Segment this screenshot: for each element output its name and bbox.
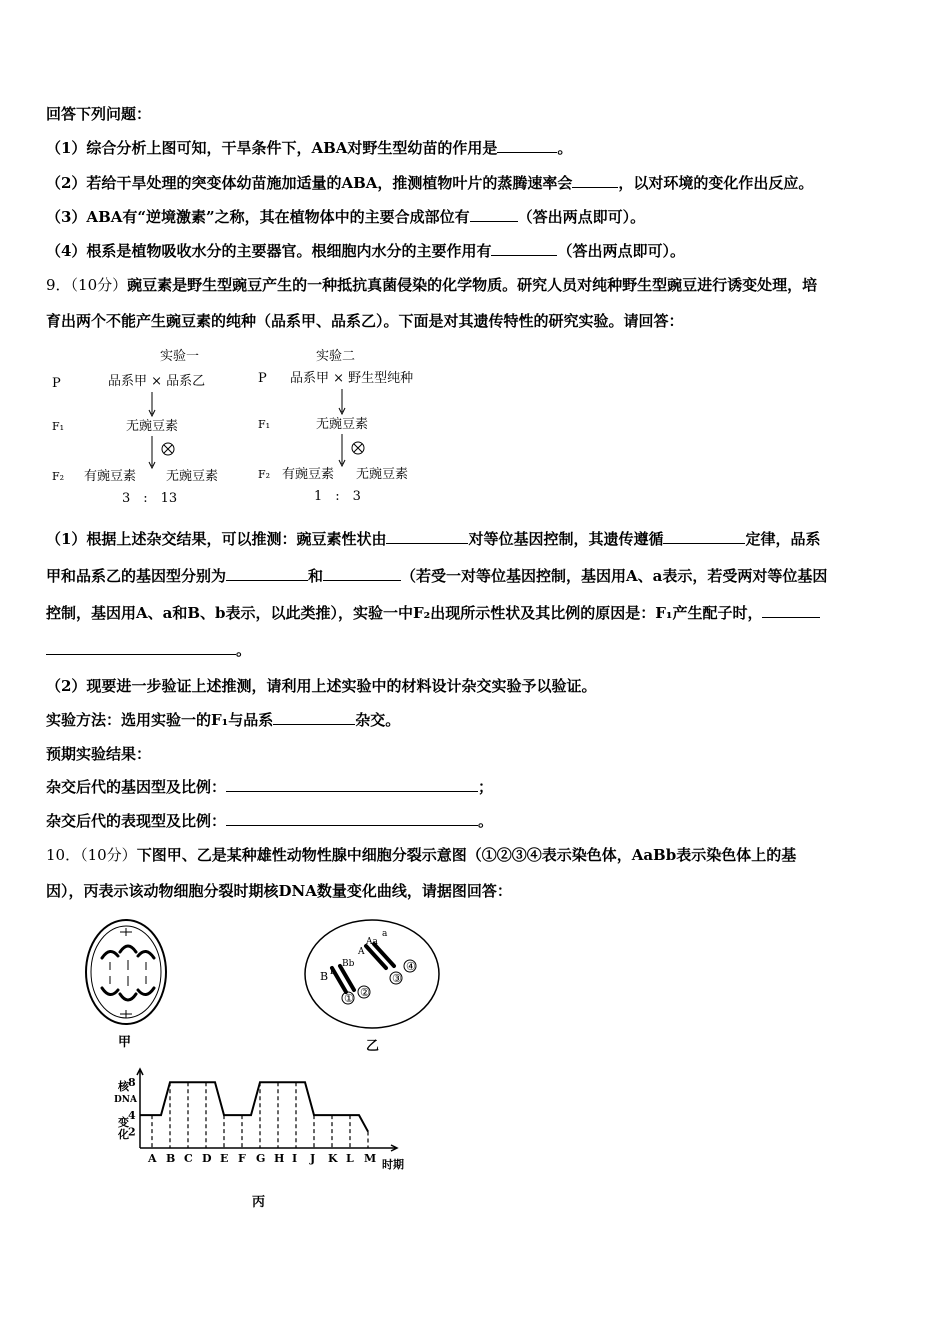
- dna-curve: [140, 1082, 368, 1131]
- q8-item-3: （3）ABA有“逆境激素”之称，其在植物体中的主要合成部位有 （答出两点即可）。: [46, 208, 646, 226]
- q9-part2: （2）现要进一步验证上述推测，请利用上述实验中的材料设计杂交实验予以验证。: [46, 677, 597, 695]
- chrom-4-label: ④: [406, 960, 416, 973]
- q8-item-1: （1）综合分析上图可知，干旱条件下，ABA对野生型幼苗的作用是 。: [46, 139, 573, 157]
- exp2-f2-no: 无豌豆素: [356, 467, 409, 482]
- q10-stem-2: 因），丙表示该动物细胞分裂时期核DNA数量变化曲线，请据图回答：: [46, 882, 512, 900]
- q9-genotype: 杂交后代的基因型及比例： ；: [46, 778, 494, 796]
- x-axis-label: 时期: [382, 1158, 404, 1171]
- gene-b: b: [330, 967, 336, 977]
- q9-method: 实验方法：选用实验一的F₁与品系 杂交。: [46, 711, 401, 729]
- exp1-ratio: 3 : 13: [122, 491, 178, 506]
- exp2-cross: 品系甲 × 野生型纯种: [290, 371, 414, 386]
- exp1-p: P: [52, 376, 61, 391]
- q9-part1-line4: 。: [46, 639, 251, 660]
- exp2-f1-result: 无豌豆素: [316, 417, 369, 432]
- x-tick-C: C: [184, 1152, 193, 1165]
- x-tick-D: D: [202, 1152, 212, 1165]
- figure-bing-dna-chart: [100, 1066, 420, 1216]
- x-tick-H: H: [274, 1152, 285, 1165]
- exp2-f1: F₁: [258, 418, 271, 431]
- exp2-f2: F₂: [258, 468, 271, 481]
- q9-phenotype: 杂交后代的表现型及比例： 。: [46, 812, 494, 830]
- fig-bing-label: 丙: [252, 1195, 266, 1210]
- gene-Bb: Bb: [342, 959, 355, 969]
- exp1-f2-no: 无豌豆素: [166, 469, 219, 484]
- q9-expect: 预期实验结果：: [46, 745, 152, 763]
- chrom-3-label: ③: [392, 972, 402, 985]
- y-label-3: 变: [118, 1116, 129, 1129]
- x-tick-B: B: [166, 1152, 176, 1165]
- gene-a: a: [382, 929, 388, 939]
- q8-item-2: （2）若给干旱处理的突变体幼苗施加适量的ABA，推测植物叶片的蒸腾速率会 ，以对环境的变化作出反应。: [46, 174, 814, 192]
- x-tick-F: F: [238, 1152, 246, 1165]
- exp1-f2: F₂: [52, 470, 65, 483]
- x-tick-E: E: [220, 1152, 229, 1165]
- q9-part1-line3: 控制，基因用A、a和B、b表示，以此类推），实验一中F₂出现所示性状及其比例的原因是：F₁产生配子时，: [46, 602, 820, 623]
- gene-A: A: [358, 947, 365, 957]
- x-tick-I: I: [292, 1152, 298, 1165]
- y-label-1: 核: [118, 1080, 129, 1093]
- x-tick-L: L: [346, 1152, 354, 1165]
- q8-item-4: （4）根系是植物吸收水分的主要器官。根细胞内水分的主要作用有 （答出两点即可）。: [46, 242, 685, 260]
- exp2-ratio: 1 : 3: [314, 489, 361, 504]
- y-label-2: DNA: [114, 1095, 138, 1105]
- y-tick-2: 2: [128, 1125, 136, 1139]
- chrom-1-label: ①: [344, 992, 354, 1005]
- x-tick-J: J: [310, 1152, 316, 1165]
- exp1-f2-yes: 有豌豆素: [84, 469, 137, 484]
- exp2-f2-yes: 有豌豆素: [282, 467, 335, 482]
- exp1-cross: 品系甲 × 品系乙: [108, 374, 206, 389]
- q9-stem-1: 9．（10分）豌豆素是野生型豌豆产生的一种抵抗真菌侵染的化学物质。研究人员对纯种野生型豌豆进行诱变处理，培: [46, 276, 818, 294]
- q9-stem-2: 育出两个不能产生豌豆素的纯种（品系甲、品系乙）。下面是对其遗传特性的研究实验。请回答：: [46, 312, 684, 330]
- q9-part1-line2: 甲和品系乙的基因型分别为 和 （若受一对等位基因控制，基因用A、a表示，若受两对等位基因: [46, 567, 828, 585]
- q10-stem-1: 10．（10分）下图甲、乙是某种雄性动物性腺中细胞分裂示意图（①②③④表示染色体，AaBb表示染色体上的基: [46, 846, 797, 864]
- y-label-4: 化: [118, 1128, 129, 1141]
- y-tick-8: 8: [128, 1076, 136, 1090]
- gene-B: B: [320, 970, 329, 983]
- gene-Aa: Aa: [366, 937, 378, 947]
- x-tick-A: A: [148, 1152, 157, 1165]
- q9-cross-diagram: [48, 342, 448, 512]
- fig-yi-label: 乙: [366, 1039, 380, 1054]
- exp2-p: P: [258, 371, 267, 386]
- exp1-title: 实验一: [160, 349, 200, 364]
- x-tick-K: K: [328, 1152, 338, 1165]
- exp2-title: 实验二: [316, 349, 356, 364]
- fig-jia-label: 甲: [118, 1035, 132, 1050]
- exp1-f1: F₁: [52, 420, 65, 433]
- figure-yi-cell: [300, 918, 450, 1058]
- exp1-f1-result: 无豌豆素: [126, 419, 179, 434]
- x-tick-M: M: [364, 1152, 377, 1165]
- y-tick-4: 4: [128, 1109, 136, 1123]
- figure-jia-cell: [84, 916, 174, 1056]
- q9-part1-line1: （1）根据上述杂交结果，可以推测：豌豆素性状由 对等位基因控制，其遗传遵循 定律，品系: [46, 530, 821, 548]
- chrom-2-label: ②: [360, 986, 370, 999]
- x-tick-G: G: [256, 1152, 266, 1165]
- intro-text: 回答下列问题：: [46, 105, 152, 123]
